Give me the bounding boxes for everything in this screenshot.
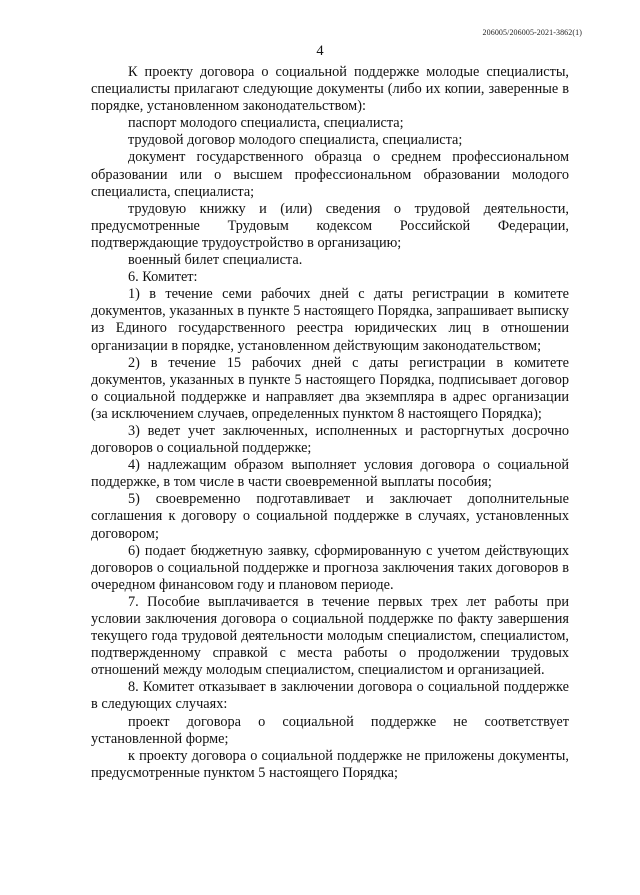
section-8-refusal: 8. Комитет отказывает в заключении договора о социальной поддержке в следующих случаях: [91,679,569,713]
list-item-labor-contract: трудовой договор молодого специалиста, специалиста; [128,132,463,149]
section-heading-committee: 6. Комитет: [128,269,198,286]
committee-duty-5: 5) своевременно подготавливает и заключает дополнительные соглашения к договору о социальной поддержке в случаях, установленных договором; [91,491,569,542]
section-7-allowance: 7. Пособие выплачивается в течение первых трех лет работы при условии заключения договора о социальной поддержке по факту завершения текущего года трудовой деятельности молодым специалистом, специалистом, подтвержденному справкой с места работы о продолжении трудовых отношений между молодым специалистом, специалистом и организацией. [91,593,569,679]
refusal-case-form: проект договора о социальной поддержке не соответствует установленной форме; [91,713,569,747]
committee-duty-1: 1) в течение семи рабочих дней с даты регистрации в комитете документов, указанных в пункте 5 настоящего Порядка, запрашивает выписку из Единого государственного реестра юридических лиц в отношении организации в порядке, установленном действующим законодательством; [91,286,569,354]
committee-duty-2: 2) в течение 15 рабочих дней с даты регистрации в комитете документов, указанных в пункте 5 настоящего Порядка, подписывает договор о социальной поддержке и направляет два экземпляра в адрес организации (за исключением случаев, определенных пунктом 8 настоящего Порядка); [91,354,569,422]
document-code: 206005/206005-2021-3862(1) [482,28,582,37]
committee-duty-3: 3) ведет учет заключенных, исполненных и расторгнутых досрочно договоров о социальной поддержке; [91,422,569,457]
paragraph-intro-documents: К проекту договора о социальной поддержке молодые специалисты, специалисты прилагают следующие документы (либо их копии, заверенные в порядке, установленном законодательством): [91,64,569,115]
page-number: 4 [316,43,324,59]
document-body [91,64,569,782]
committee-duty-4: 4) надлежащим образом выполняет условия договора о социальной поддержке, в том числе в части своевременной выплаты пособия; [91,457,569,491]
list-item-military-id: военный билет специалиста. [128,252,303,269]
list-item-education-document: документ государственного образца о среднем профессиональном образовании или о высшем профессиональном образовании молодого специалиста, специалиста; [91,149,569,200]
list-item-work-record: трудовую книжку и (или) сведения о трудовой деятельности, предусмотренные Трудовым кодексом Российской Федерации, подтверждающие трудоустройство в организацию; [91,200,569,251]
refusal-case-documents: к проекту договора о социальной поддержке не приложены документы, предусмотренные пунктом 5 настоящего Порядка; [91,747,569,781]
list-item-passport: паспорт молодого специалиста, специалиста; [128,115,404,132]
committee-duty-6: 6) подает бюджетную заявку, сформированную с учетом действующих договоров о социальной поддержке и прогноза заключения таких договоров в очередном финансовом году и плановом периоде. [91,542,569,593]
